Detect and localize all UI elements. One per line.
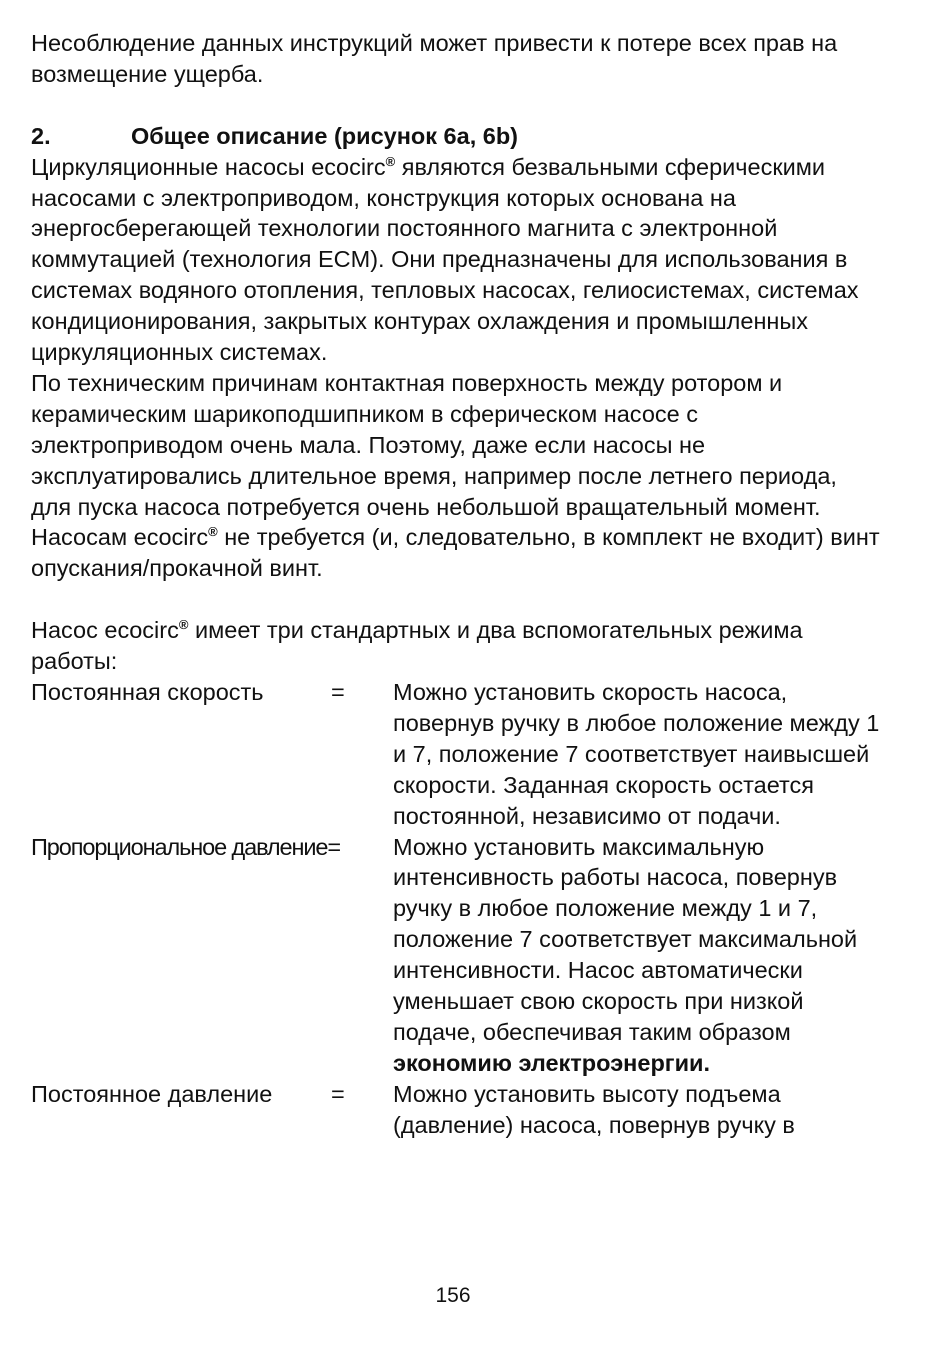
- mode-constant-pressure: [31, 1079, 881, 1141]
- text-run: Можно установить высоту подъема (давление) насоса, повернув ручку в: [393, 1080, 795, 1138]
- spacer: [31, 584, 881, 615]
- mode-term-text: Пропорциональное давление: [31, 833, 328, 860]
- mode-description: [393, 677, 881, 832]
- section-title: Общее описание (рисунок 6a, 6b): [131, 122, 519, 149]
- text-run: Насос ecocirc: [31, 617, 179, 644]
- section-number: 2.: [31, 122, 51, 149]
- mode-term: Постоянная скорость: [31, 679, 264, 705]
- mode-description: [393, 1079, 881, 1141]
- mode-constant-speed: [31, 677, 881, 832]
- spacer: [31, 90, 881, 121]
- text-run-bold: экономию электроэнергии.: [393, 1049, 711, 1076]
- text-run: Можно установить скорость насоса, повернув ручку в любое положение между 1 и 7, положение 7 соответствует наивысшей скорости. Заданная скорость остается постоянной, независимо от подачи.: [393, 679, 880, 829]
- text-run: По техническим причинам контактная поверхность между ротором и керамическим шарикоподшипником в сферическом насосе с электроприводом очень мала. Поэтому, даже если насосы не эксплуатировались длительное время, например после летнего периода, для пуска насоса потребуется очень небольшой вращательный момент. Насосам ecocirc: [31, 369, 837, 551]
- registered-mark: ®: [178, 617, 189, 633]
- modes-intro-paragraph: [31, 615, 881, 677]
- description-paragraph-2: [31, 368, 881, 584]
- text-run: являются безвальными сферическими насосами с электроприводом, конструкция которых основана на энергосберегающей технологии постоянного магнита с электронной коммутацией (технология ECM). Они предназначены для использования в системах водяного отопления, тепловых насосах, гелиосистемах, системах кондиционирования, закрытых контурах охлаждения и промышленных циркуляционных системах.: [31, 153, 859, 366]
- description-paragraph-1: [31, 152, 881, 368]
- intro-paragraph: Несоблюдение данных инструкций может привести к потере всех прав на возмещение ущерба.: [31, 30, 838, 87]
- registered-mark: ®: [208, 524, 218, 540]
- text-run: не требуется (и, следовательно, в комплект не входит) винт опускания/прокачной винт.: [31, 524, 880, 582]
- mode-term: [31, 832, 393, 1079]
- mode-equals: =: [331, 1080, 345, 1107]
- page-number: 156: [435, 1284, 471, 1307]
- mode-description: [393, 832, 881, 1079]
- mode-proportional-pressure: [31, 832, 881, 1079]
- mode-equals: =: [331, 679, 345, 705]
- registered-mark: ®: [385, 153, 396, 169]
- text-run: Циркуляционные насосы ecocirc: [31, 153, 386, 180]
- section-heading: [31, 121, 881, 152]
- mode-equals: =: [327, 833, 342, 860]
- mode-term: Постоянное давление: [31, 1080, 273, 1107]
- text-run: имеет три стандартных и два вспомогательных режима работы:: [31, 617, 803, 675]
- document-page: [31, 28, 881, 1141]
- text-run: Можно установить максимальную интенсивность работы насоса, повернув ручку в любое положение между 1 и 7, положение 7 соответствует максимальной интенсивности. Насос автоматически уменьшает свою скорость при низкой подаче, обеспечивая таким образом: [393, 833, 858, 1045]
